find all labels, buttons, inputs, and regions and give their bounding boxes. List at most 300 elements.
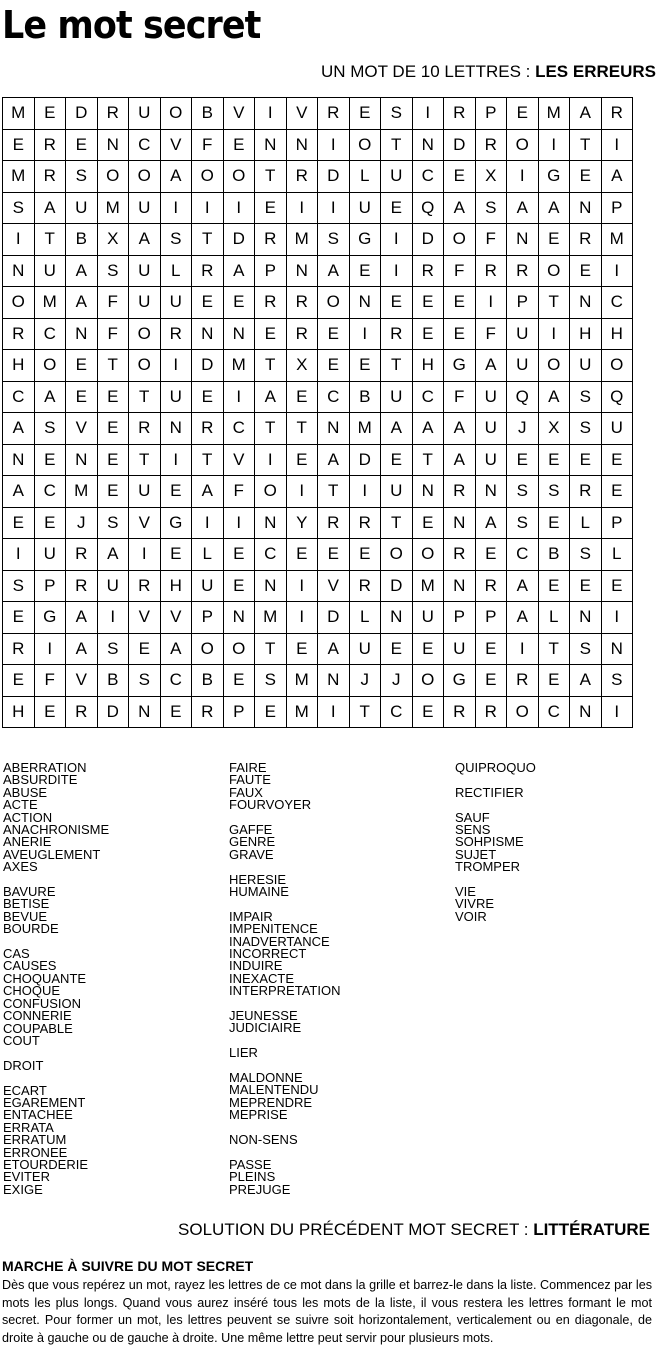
grid-cell[interactable]: T	[381, 129, 413, 161]
grid-cell[interactable]: E	[349, 255, 381, 287]
grid-cell[interactable]: O	[223, 161, 255, 193]
word-list-item[interactable]: MALDONNE	[229, 1070, 303, 1086]
grid-cell[interactable]: E	[34, 507, 66, 539]
grid-cell[interactable]: E	[66, 350, 98, 382]
grid-cell[interactable]: A	[538, 192, 570, 224]
grid-cell[interactable]: O	[192, 161, 224, 193]
grid-cell[interactable]: E	[97, 444, 129, 476]
grid-cell[interactable]: T	[538, 633, 570, 665]
word-list-item[interactable]: AXES	[3, 859, 38, 875]
grid-cell[interactable]: U	[507, 318, 539, 350]
grid-cell[interactable]: M	[601, 224, 633, 256]
word-list-item[interactable]: NON-SENS	[229, 1132, 298, 1148]
word-list-item[interactable]: PLEINS	[229, 1169, 276, 1185]
grid-cell[interactable]: E	[538, 444, 570, 476]
grid-cell[interactable]: F	[97, 287, 129, 319]
grid-cell[interactable]: O	[192, 633, 224, 665]
grid-cell[interactable]: S	[160, 224, 192, 256]
grid-cell[interactable]: N	[601, 633, 633, 665]
grid-cell[interactable]: V	[129, 507, 161, 539]
grid-cell[interactable]: E	[381, 444, 413, 476]
grid-cell[interactable]: E	[3, 507, 35, 539]
grid-cell[interactable]: S	[34, 413, 66, 445]
word-list-item[interactable]: MEPRENDRE	[229, 1094, 313, 1110]
grid-cell[interactable]: X	[538, 413, 570, 445]
grid-cell[interactable]: V	[129, 602, 161, 634]
grid-cell[interactable]: R	[412, 255, 444, 287]
grid-cell[interactable]: O	[601, 350, 633, 382]
word-list-item[interactable]: ANACHRONISME	[3, 822, 110, 838]
grid-cell[interactable]: N	[255, 507, 287, 539]
grid-cell[interactable]: N	[66, 318, 98, 350]
grid-cell[interactable]: C	[538, 696, 570, 728]
grid-cell[interactable]: S	[255, 665, 287, 697]
word-list-item[interactable]: GAFFE	[229, 822, 273, 838]
grid-cell[interactable]: T	[34, 224, 66, 256]
grid-cell[interactable]: V	[66, 665, 98, 697]
grid-cell[interactable]: L	[349, 161, 381, 193]
grid-cell[interactable]: R	[129, 413, 161, 445]
grid-cell[interactable]: I	[129, 539, 161, 571]
grid-cell[interactable]: M	[3, 161, 35, 193]
word-list-item[interactable]: IMPAIR	[229, 908, 273, 924]
grid-cell[interactable]: T	[192, 224, 224, 256]
grid-cell[interactable]: R	[286, 287, 318, 319]
word-list-item[interactable]: QUIPROQUO	[455, 760, 536, 775]
grid-cell[interactable]: N	[255, 570, 287, 602]
grid-cell[interactable]: E	[97, 413, 129, 445]
grid-cell[interactable]: T	[129, 444, 161, 476]
grid-cell[interactable]: S	[3, 570, 35, 602]
grid-cell[interactable]: E	[223, 539, 255, 571]
grid-cell[interactable]: C	[223, 413, 255, 445]
grid-cell[interactable]: N	[412, 129, 444, 161]
grid-cell[interactable]: A	[318, 444, 350, 476]
grid-cell[interactable]: U	[412, 602, 444, 634]
grid-cell[interactable]: E	[444, 287, 476, 319]
grid-cell[interactable]: P	[475, 602, 507, 634]
grid-cell[interactable]: P	[255, 255, 287, 287]
word-list-item[interactable]: ENTACHEE	[3, 1107, 73, 1123]
grid-cell[interactable]: O	[412, 665, 444, 697]
grid-cell[interactable]: C	[160, 665, 192, 697]
grid-cell[interactable]: E	[349, 539, 381, 571]
grid-cell[interactable]: E	[349, 98, 381, 130]
grid-cell[interactable]: A	[412, 413, 444, 445]
word-list-item[interactable]: ERRONEE	[3, 1144, 68, 1160]
grid-cell[interactable]: I	[192, 192, 224, 224]
word-list-item[interactable]: COUT	[3, 1032, 40, 1048]
word-list-item[interactable]: PREJUGE	[229, 1181, 291, 1197]
grid-cell[interactable]: S	[570, 381, 602, 413]
grid-cell[interactable]: E	[3, 602, 35, 634]
grid-cell[interactable]: R	[475, 570, 507, 602]
grid-cell[interactable]: N	[507, 224, 539, 256]
grid-cell[interactable]: E	[475, 539, 507, 571]
grid-cell[interactable]: E	[538, 570, 570, 602]
grid-cell[interactable]: E	[601, 570, 633, 602]
grid-cell[interactable]: E	[34, 98, 66, 130]
word-list-item[interactable]: ECART	[3, 1082, 47, 1098]
grid-cell[interactable]: E	[570, 570, 602, 602]
word-list-item[interactable]: VIVRE	[455, 896, 495, 912]
grid-cell[interactable]: N	[286, 129, 318, 161]
grid-cell[interactable]: A	[507, 192, 539, 224]
grid-cell[interactable]: P	[34, 570, 66, 602]
grid-cell[interactable]: F	[192, 129, 224, 161]
grid-cell[interactable]: A	[318, 633, 350, 665]
grid-cell[interactable]: E	[97, 381, 129, 413]
grid-cell[interactable]: E	[349, 350, 381, 382]
grid-cell[interactable]: N	[444, 507, 476, 539]
grid-cell[interactable]: S	[97, 507, 129, 539]
word-list-item[interactable]: CHOQUE	[3, 983, 61, 999]
grid-cell[interactable]: M	[255, 602, 287, 634]
word-list-item[interactable]: INEXACTE	[229, 970, 295, 986]
grid-cell[interactable]: O	[349, 129, 381, 161]
grid-cell[interactable]: U	[601, 413, 633, 445]
grid-cell[interactable]: N	[570, 602, 602, 634]
grid-cell[interactable]: M	[223, 350, 255, 382]
grid-cell[interactable]: E	[97, 476, 129, 508]
grid-cell[interactable]: A	[192, 476, 224, 508]
grid-cell[interactable]: N	[223, 318, 255, 350]
grid-cell[interactable]: M	[66, 476, 98, 508]
grid-cell[interactable]: L	[349, 602, 381, 634]
grid-cell[interactable]: E	[3, 665, 35, 697]
word-list-item[interactable]: BETISE	[3, 896, 50, 912]
grid-cell[interactable]: A	[66, 633, 98, 665]
grid-cell[interactable]: E	[538, 665, 570, 697]
grid-cell[interactable]: H	[3, 696, 35, 728]
grid-cell[interactable]: E	[381, 633, 413, 665]
grid-cell[interactable]: R	[570, 476, 602, 508]
grid-cell[interactable]: N	[570, 192, 602, 224]
grid-cell[interactable]: D	[444, 129, 476, 161]
grid-cell[interactable]: E	[601, 444, 633, 476]
grid-cell[interactable]: E	[412, 633, 444, 665]
word-list-item[interactable]: SENS	[455, 822, 491, 837]
grid-cell[interactable]: S	[3, 192, 35, 224]
grid-cell[interactable]: E	[601, 476, 633, 508]
grid-cell[interactable]: O	[318, 287, 350, 319]
grid-cell[interactable]: V	[286, 98, 318, 130]
word-list-item[interactable]: INTERPRETATION	[229, 983, 341, 999]
grid-cell[interactable]: R	[507, 255, 539, 287]
word-list-item[interactable]: GENRE	[229, 834, 276, 850]
grid-cell[interactable]: U	[349, 633, 381, 665]
grid-cell[interactable]: L	[192, 539, 224, 571]
grid-cell[interactable]: P	[601, 507, 633, 539]
grid-cell[interactable]: I	[412, 98, 444, 130]
grid-cell[interactable]: R	[318, 507, 350, 539]
grid-cell[interactable]: U	[444, 633, 476, 665]
grid-cell[interactable]: I	[223, 507, 255, 539]
word-list-item[interactable]: LIER	[229, 1045, 258, 1061]
grid-cell[interactable]: D	[97, 696, 129, 728]
grid-cell[interactable]: C	[601, 287, 633, 319]
grid-cell[interactable]: L	[570, 507, 602, 539]
grid-cell[interactable]: R	[318, 98, 350, 130]
word-list-item[interactable]: AVEUGLEMENT	[3, 846, 101, 862]
grid-cell[interactable]: A	[34, 192, 66, 224]
grid-cell[interactable]: T	[255, 350, 287, 382]
grid-cell[interactable]: L	[160, 255, 192, 287]
grid-cell[interactable]: A	[444, 444, 476, 476]
grid-cell[interactable]: H	[160, 570, 192, 602]
grid-cell[interactable]: E	[255, 318, 287, 350]
grid-cell[interactable]: F	[34, 665, 66, 697]
grid-cell[interactable]: N	[349, 287, 381, 319]
grid-cell[interactable]: C	[318, 381, 350, 413]
grid-cell[interactable]: C	[412, 161, 444, 193]
grid-cell[interactable]: G	[349, 224, 381, 256]
word-list-item[interactable]: ABUSE	[3, 784, 48, 800]
grid-cell[interactable]: T	[349, 696, 381, 728]
grid-cell[interactable]: E	[192, 287, 224, 319]
grid-cell[interactable]: A	[570, 98, 602, 130]
grid-cell[interactable]: M	[286, 696, 318, 728]
grid-cell[interactable]: N	[160, 413, 192, 445]
word-list-item[interactable]: BAVURE	[3, 884, 56, 900]
grid-cell[interactable]: I	[601, 255, 633, 287]
word-list-item[interactable]: RECTIFIER	[455, 784, 524, 800]
grid-cell[interactable]: B	[192, 665, 224, 697]
grid-cell[interactable]: O	[412, 539, 444, 571]
word-list-item[interactable]: MEPRISE	[229, 1107, 288, 1123]
grid-cell[interactable]: D	[318, 602, 350, 634]
grid-cell[interactable]: R	[475, 696, 507, 728]
grid-cell[interactable]: I	[601, 129, 633, 161]
grid-cell[interactable]: U	[381, 381, 413, 413]
grid-cell[interactable]: T	[412, 444, 444, 476]
grid-cell[interactable]: N	[318, 413, 350, 445]
grid-cell[interactable]: U	[129, 98, 161, 130]
grid-cell[interactable]: C	[129, 129, 161, 161]
grid-cell[interactable]: I	[34, 633, 66, 665]
grid-cell[interactable]: O	[538, 350, 570, 382]
grid-cell[interactable]: C	[412, 381, 444, 413]
grid-cell[interactable]: E	[412, 507, 444, 539]
grid-cell[interactable]: E	[318, 318, 350, 350]
grid-cell[interactable]: A	[475, 507, 507, 539]
grid-cell[interactable]: I	[160, 350, 192, 382]
word-list-item[interactable]: ERRATA	[3, 1119, 54, 1135]
grid-cell[interactable]: N	[381, 602, 413, 634]
grid-cell[interactable]: L	[538, 602, 570, 634]
grid-cell[interactable]: G	[160, 507, 192, 539]
grid-cell[interactable]: R	[192, 413, 224, 445]
grid-cell[interactable]: O	[129, 318, 161, 350]
grid-cell[interactable]: E	[255, 696, 287, 728]
grid-cell[interactable]: R	[444, 98, 476, 130]
grid-cell[interactable]: N	[223, 602, 255, 634]
grid-cell[interactable]: G	[444, 350, 476, 382]
grid-cell[interactable]: M	[97, 192, 129, 224]
grid-cell[interactable]: N	[129, 696, 161, 728]
grid-cell[interactable]: O	[160, 98, 192, 130]
grid-cell[interactable]: N	[255, 129, 287, 161]
grid-cell[interactable]: R	[66, 570, 98, 602]
grid-cell[interactable]: R	[3, 318, 35, 350]
grid-cell[interactable]: S	[570, 633, 602, 665]
grid-cell[interactable]: U	[475, 381, 507, 413]
word-list-item[interactable]: ETOURDERIE	[3, 1156, 88, 1172]
grid-cell[interactable]: U	[192, 570, 224, 602]
grid-cell[interactable]: I	[381, 255, 413, 287]
grid-cell[interactable]: U	[507, 350, 539, 382]
word-list-item[interactable]: EGAREMENT	[3, 1094, 86, 1110]
grid-cell[interactable]: T	[381, 507, 413, 539]
grid-cell[interactable]: R	[3, 633, 35, 665]
grid-cell[interactable]: I	[160, 192, 192, 224]
grid-cell[interactable]: Q	[601, 381, 633, 413]
word-list-item[interactable]: PASSE	[229, 1156, 272, 1172]
word-list-item[interactable]: FAUX	[229, 784, 263, 800]
word-list-item[interactable]: SAUF	[455, 809, 490, 825]
word-list-item[interactable]: INCORRECT	[229, 946, 307, 962]
grid-cell[interactable]: A	[66, 255, 98, 287]
grid-cell[interactable]: I	[286, 476, 318, 508]
word-list-item[interactable]: ABERRATION	[3, 760, 87, 775]
grid-cell[interactable]: O	[129, 350, 161, 382]
word-list-item[interactable]: ERRATUM	[3, 1132, 67, 1148]
grid-cell[interactable]: A	[34, 381, 66, 413]
grid-cell[interactable]: E	[223, 129, 255, 161]
grid-cell[interactable]: R	[255, 287, 287, 319]
grid-cell[interactable]: I	[3, 539, 35, 571]
grid-cell[interactable]: I	[475, 287, 507, 319]
grid-cell[interactable]: R	[444, 539, 476, 571]
word-list-item[interactable]: INADVERTANCE	[229, 933, 330, 949]
grid-cell[interactable]: R	[475, 255, 507, 287]
grid-cell[interactable]: F	[97, 318, 129, 350]
grid-cell[interactable]: O	[129, 161, 161, 193]
grid-cell[interactable]: S	[570, 413, 602, 445]
grid-cell[interactable]: P	[507, 287, 539, 319]
grid-cell[interactable]: E	[570, 161, 602, 193]
grid-cell[interactable]: S	[318, 224, 350, 256]
grid-cell[interactable]: E	[66, 129, 98, 161]
grid-cell[interactable]: U	[475, 413, 507, 445]
grid-cell[interactable]: E	[475, 665, 507, 697]
grid-cell[interactable]: E	[255, 192, 287, 224]
grid-cell[interactable]: B	[66, 224, 98, 256]
grid-cell[interactable]: I	[97, 602, 129, 634]
grid-cell[interactable]: U	[129, 255, 161, 287]
grid-cell[interactable]: E	[381, 287, 413, 319]
grid-cell[interactable]: R	[286, 161, 318, 193]
grid-cell[interactable]: A	[318, 255, 350, 287]
grid-cell[interactable]: R	[66, 696, 98, 728]
grid-cell[interactable]: I	[381, 224, 413, 256]
grid-cell[interactable]: N	[444, 570, 476, 602]
grid-cell[interactable]: S	[601, 665, 633, 697]
grid-cell[interactable]: R	[507, 665, 539, 697]
word-list-item[interactable]: COUPABLE	[3, 1020, 73, 1036]
grid-cell[interactable]: L	[601, 539, 633, 571]
grid-cell[interactable]: E	[570, 255, 602, 287]
grid-cell[interactable]: I	[538, 318, 570, 350]
grid-cell[interactable]: E	[160, 696, 192, 728]
word-list-item[interactable]: CHOQUANTE	[3, 970, 87, 986]
grid-cell[interactable]: I	[507, 633, 539, 665]
grid-cell[interactable]: E	[538, 224, 570, 256]
grid-cell[interactable]: P	[192, 602, 224, 634]
grid-cell[interactable]: R	[601, 98, 633, 130]
grid-cell[interactable]: E	[66, 381, 98, 413]
grid-cell[interactable]: A	[160, 633, 192, 665]
grid-cell[interactable]: G	[444, 665, 476, 697]
word-list-item[interactable]: SUJET	[455, 846, 497, 862]
grid-cell[interactable]: A	[160, 161, 192, 193]
grid-cell[interactable]: B	[192, 98, 224, 130]
grid-cell[interactable]: M	[538, 98, 570, 130]
word-list-item[interactable]: ACTE	[3, 797, 38, 813]
grid-cell[interactable]: T	[255, 633, 287, 665]
word-list-item[interactable]: INDUIRE	[229, 958, 283, 974]
grid-cell[interactable]: R	[66, 539, 98, 571]
grid-cell[interactable]: I	[318, 696, 350, 728]
grid-cell[interactable]: S	[97, 633, 129, 665]
grid-cell[interactable]: D	[381, 570, 413, 602]
grid-cell[interactable]: S	[66, 161, 98, 193]
grid-cell[interactable]: X	[286, 350, 318, 382]
grid-cell[interactable]: F	[475, 318, 507, 350]
grid-cell[interactable]: U	[349, 192, 381, 224]
word-list-item[interactable]: JUDICIAIRE	[229, 1020, 302, 1036]
grid-cell[interactable]: D	[318, 161, 350, 193]
grid-cell[interactable]: I	[255, 444, 287, 476]
word-list-item[interactable]: ANERIE	[3, 834, 52, 850]
grid-cell[interactable]: T	[570, 129, 602, 161]
grid-cell[interactable]: E	[444, 318, 476, 350]
grid-cell[interactable]: A	[381, 413, 413, 445]
grid-cell[interactable]: U	[34, 539, 66, 571]
grid-cell[interactable]: I	[223, 192, 255, 224]
grid-cell[interactable]: R	[129, 570, 161, 602]
grid-cell[interactable]: E	[318, 350, 350, 382]
grid-cell[interactable]: T	[192, 444, 224, 476]
grid-cell[interactable]: S	[97, 255, 129, 287]
word-list-item[interactable]: FAIRE	[229, 760, 267, 775]
grid-cell[interactable]: E	[286, 633, 318, 665]
grid-cell[interactable]: E	[192, 381, 224, 413]
word-list-item[interactable]: JEUNESSE	[229, 1008, 298, 1024]
grid-cell[interactable]: B	[97, 665, 129, 697]
grid-cell[interactable]: B	[538, 539, 570, 571]
grid-cell[interactable]: I	[507, 161, 539, 193]
grid-cell[interactable]: I	[160, 444, 192, 476]
grid-cell[interactable]: E	[412, 696, 444, 728]
grid-cell[interactable]: U	[66, 192, 98, 224]
grid-cell[interactable]: E	[444, 161, 476, 193]
grid-cell[interactable]: M	[286, 224, 318, 256]
grid-cell[interactable]: E	[412, 287, 444, 319]
grid-cell[interactable]: E	[160, 476, 192, 508]
grid-cell[interactable]: U	[570, 350, 602, 382]
grid-cell[interactable]: V	[66, 413, 98, 445]
grid-cell[interactable]: T	[538, 287, 570, 319]
grid-cell[interactable]: C	[3, 381, 35, 413]
grid-cell[interactable]: E	[34, 444, 66, 476]
grid-cell[interactable]: M	[412, 570, 444, 602]
grid-cell[interactable]: R	[34, 129, 66, 161]
grid-cell[interactable]: C	[255, 539, 287, 571]
grid-cell[interactable]: Y	[286, 507, 318, 539]
grid-cell[interactable]: M	[286, 665, 318, 697]
grid-cell[interactable]: G	[34, 602, 66, 634]
